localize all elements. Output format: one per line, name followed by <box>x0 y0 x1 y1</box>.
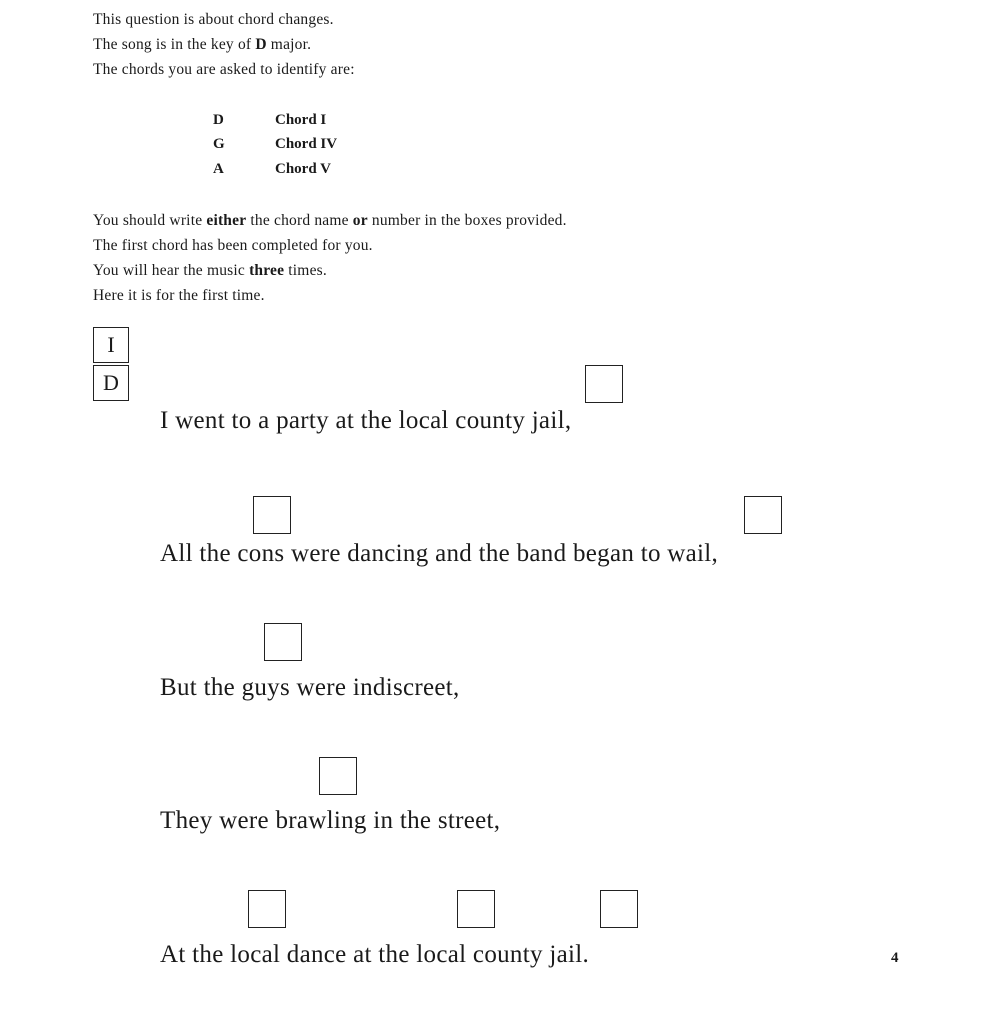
lyric-line-3: But the guys were indiscreet, <box>160 674 460 701</box>
chord-answer-box[interactable] <box>600 890 638 928</box>
chord-name-g: G <box>213 136 225 152</box>
chord-answer-box[interactable] <box>744 496 782 534</box>
directions-emphasis-or: or <box>352 212 368 229</box>
chord-answer-box[interactable] <box>319 757 357 795</box>
directions-line-4: Here it is for the first time. <box>93 287 265 304</box>
chord-label-v: Chord V <box>275 161 331 177</box>
directions-line-2: The first chord has been completed for you. <box>93 237 373 254</box>
directions-text: number in the boxes provided. <box>367 212 567 229</box>
directions-text: the chord name <box>246 212 353 229</box>
chord-answer-box[interactable] <box>585 365 623 403</box>
directions-text: You should write <box>93 212 207 229</box>
intro-line-2-prefix: The song is in the key of <box>93 36 256 53</box>
page-number: 4 <box>891 950 899 966</box>
chord-answer-box[interactable] <box>253 496 291 534</box>
directions-emphasis-either: either <box>206 212 247 229</box>
chord-name-a: A <box>213 161 224 177</box>
given-chord-number: I <box>93 327 129 363</box>
directions-line-1 <box>93 213 567 229</box>
lyric-line-4: They were brawling in the street, <box>160 807 501 834</box>
given-chord-name: D <box>93 365 129 401</box>
directions-text: You will hear the music <box>93 262 250 279</box>
intro-line-1: This question is about chord changes. <box>93 11 334 28</box>
directions-line-3 <box>93 263 327 279</box>
intro-line-3: The chords you are asked to identify are: <box>93 61 355 78</box>
lyric-line-2: All the cons were dancing and the band began to wail, <box>160 540 719 567</box>
intro-line-2-suffix: major. <box>266 36 312 53</box>
chord-name-d: D <box>213 112 224 128</box>
directions-text: times. <box>284 262 327 279</box>
key-name: D <box>255 36 267 53</box>
chord-answer-box[interactable] <box>457 890 495 928</box>
chord-answer-box[interactable] <box>264 623 302 661</box>
directions-emphasis-three: three <box>249 262 285 279</box>
chord-label-i: Chord I <box>275 112 327 128</box>
lyric-line-1: I went to a party at the local county jail, <box>160 407 572 434</box>
lyric-line-5: At the local dance at the local county jail. <box>160 941 590 968</box>
intro-line-2 <box>93 37 311 53</box>
chord-answer-box[interactable] <box>248 890 286 928</box>
chord-label-iv: Chord IV <box>275 136 338 152</box>
